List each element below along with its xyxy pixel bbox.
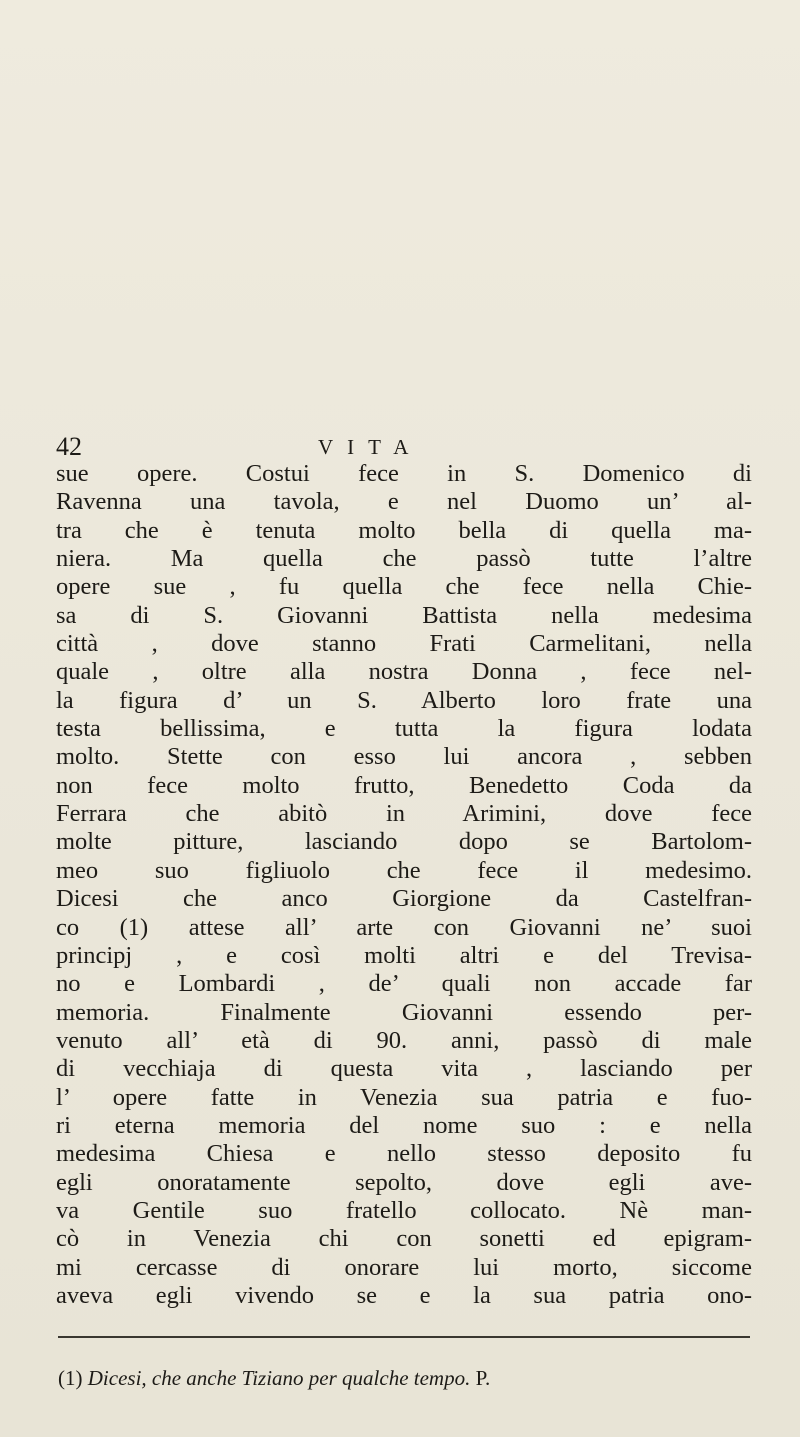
- text-line: aveva egli vivendo se e la sua patria ono-: [56, 1281, 752, 1309]
- text-line: principj , e così molti altri e del Trevisa-: [56, 941, 752, 969]
- text-line: di vecchiaja di questa vita , lasciando per: [56, 1055, 752, 1083]
- text-line: Ravenna una tavola, e nel Duomo un’ al-: [56, 488, 752, 516]
- text-line: tra che è tenuta molto bella di quella ma-: [56, 516, 752, 544]
- text-line: Ferrara che abitò in Arimini, dove fece: [56, 800, 752, 828]
- text-line: molto. Stette con esso lui ancora , sebben: [56, 743, 752, 771]
- text-line: ri eterna memoria del nome suo : e nella: [56, 1111, 752, 1139]
- text-line: niera. Ma quella che passò tutte l’altre: [56, 545, 752, 573]
- footnote: [58, 1364, 750, 1392]
- text-line: medesima Chiesa e nello stesso deposito fu: [56, 1140, 752, 1168]
- text-line: meo suo figliuolo che fece il medesimo.: [56, 856, 752, 884]
- text-line: co (1) attese all’ arte con Giovanni ne’ suoi: [56, 913, 752, 941]
- footnote-rule: [58, 1336, 750, 1338]
- footnote-marker: (1): [58, 1366, 83, 1390]
- page-header: [56, 432, 746, 462]
- footnote-signature: P.: [475, 1366, 491, 1390]
- text-line: cò in Venezia chi con sonetti ed epigram-: [56, 1225, 752, 1253]
- text-line: mi cercasse di onorare lui morto, siccome: [56, 1253, 752, 1281]
- text-line: la figura d’ un S. Alberto loro frate una: [56, 686, 752, 714]
- text-line: testa bellissima, e tutta la figura lodata: [56, 715, 752, 743]
- text-line: non fece molto frutto, Benedetto Coda da: [56, 771, 752, 799]
- text-line: egli onoratamente sepolto, dove egli ave-: [56, 1168, 752, 1196]
- text-line: Dicesi che anco Giorgione da Castelfran-: [56, 885, 752, 913]
- text-line: opere sue , fu quella che fece nella Chie-: [56, 573, 752, 601]
- text-line: venuto all’ età di 90. anni, passò di male: [56, 1026, 752, 1054]
- body-text: [56, 460, 752, 1310]
- text-line: l’ opere fatte in Venezia sua patria e fuo-: [56, 1083, 752, 1111]
- text-line: no e Lombardi , de’ quali non accade far: [56, 970, 752, 998]
- footnote-text: Dicesi, che anche Tiziano per qualche tempo.: [87, 1366, 471, 1390]
- text-line: sa di S. Giovanni Battista nella medesima: [56, 601, 752, 629]
- text-line: memoria. Finalmente Giovanni essendo per-: [56, 998, 752, 1026]
- running-head: VITA: [318, 435, 423, 459]
- text-line: sue opere. Costui fece in S. Domenico di: [56, 460, 752, 487]
- text-line: va Gentile suo fratello collocato. Nè man-: [56, 1196, 752, 1224]
- page-number: 42: [56, 432, 82, 461]
- text-line: molte pitture, lasciando dopo se Bartolom-: [56, 828, 752, 856]
- text-line: quale , oltre alla nostra Donna , fece nel-: [56, 658, 752, 686]
- text-line: città , dove stanno Frati Carmelitani, nella: [56, 630, 752, 658]
